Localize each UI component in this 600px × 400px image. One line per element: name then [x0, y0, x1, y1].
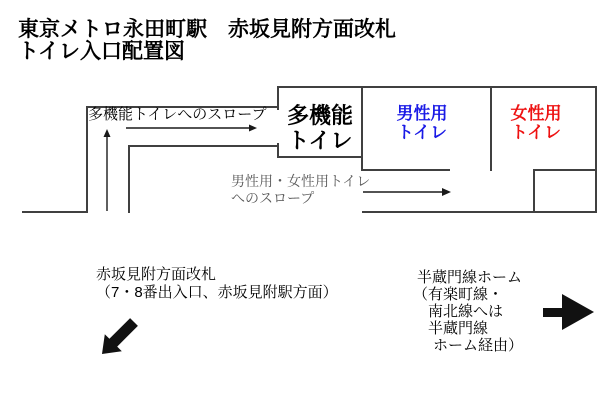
mens-womens-ramp-label-line2: へのスロープ	[231, 190, 315, 206]
platform-destination-label	[413, 269, 523, 354]
womens-toilet-label-line1: 女性用	[510, 104, 562, 123]
platform-destination-line5: ホーム経由）	[433, 337, 524, 354]
title-line1: 東京メトロ永田町駅 赤坂見附方面改札	[18, 18, 396, 41]
mens-toilet-label	[363, 104, 481, 142]
multi-function-toilet-label-line2: トイレ	[287, 128, 353, 153]
platform-right-thick-arrow-icon	[543, 294, 594, 330]
corridor-up-arrow-icon	[104, 129, 111, 211]
gate-destination-line1: 赤坂見附方面改札	[96, 266, 217, 283]
platform-destination-line3: 南北線へは	[428, 303, 504, 320]
platform-destination-line1: 半蔵門線ホーム	[417, 269, 523, 286]
mw-ramp-right-arrow-icon	[363, 188, 451, 196]
multi-ramp-right-arrow-icon	[126, 125, 257, 132]
womens-toilet-label	[484, 104, 588, 142]
multi-function-toilet-label	[278, 103, 362, 153]
gate-destination-label	[96, 266, 338, 302]
mens-toilet-label-line1: 男性用	[396, 104, 448, 123]
gate-down-left-thick-arrow-icon	[102, 318, 138, 354]
womens-toilet-label-line2: トイレ	[510, 123, 562, 142]
platform-destination-line4: 半蔵門線	[428, 320, 489, 337]
multi-function-toilet-label-line1: 多機能	[286, 103, 353, 128]
title-line2: トイレ入口配置図	[18, 40, 185, 63]
platform-destination-line2: （有楽町線・	[413, 286, 504, 303]
gate-destination-line2: （7・8番出入口、赤坂見附駅方面）	[96, 284, 338, 301]
multi-toilet-ramp-label: 多機能トイレへのスロープ	[88, 106, 267, 123]
mens-womens-ramp-label	[231, 173, 370, 207]
mens-womens-ramp-label-line1: 男性用・女性用トイレ	[231, 173, 371, 189]
mens-toilet-label-line2: トイレ	[396, 123, 448, 142]
